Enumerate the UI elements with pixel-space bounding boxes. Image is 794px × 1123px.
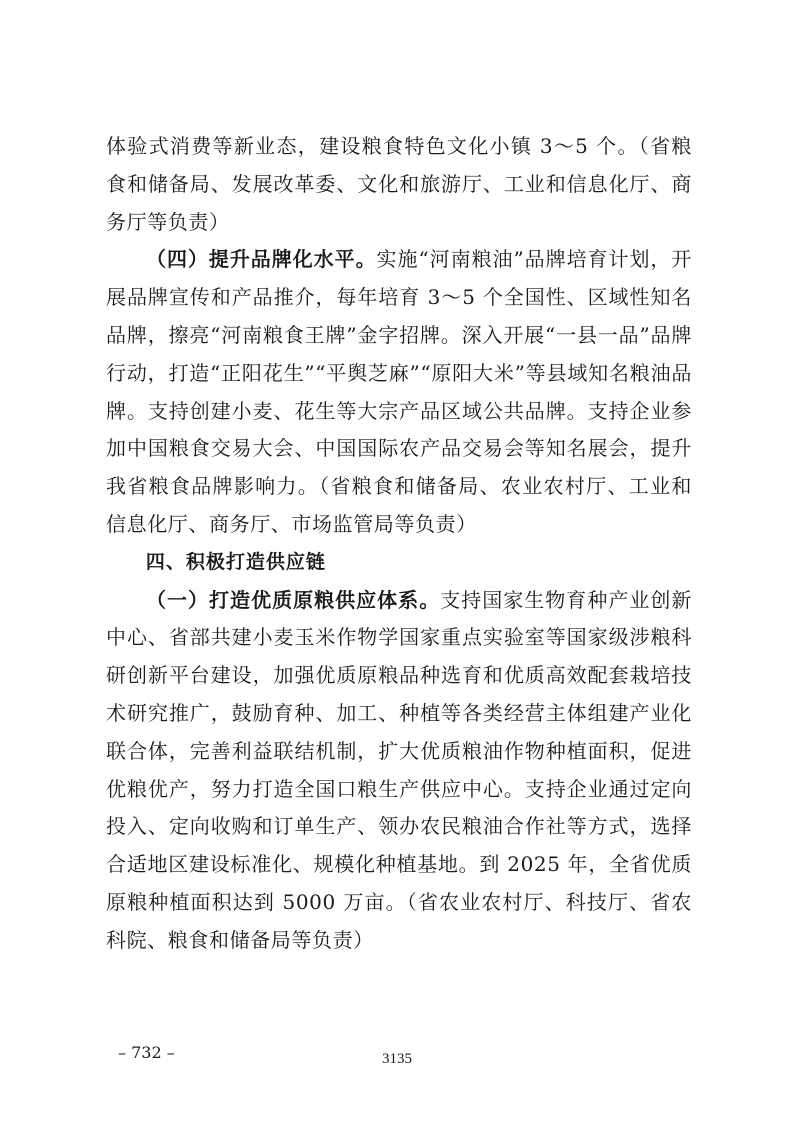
paragraph-brand (106, 241, 692, 543)
paragraph-lead: （四）提升品牌化水平。 (146, 247, 377, 272)
page-number: – 732 – (118, 1043, 175, 1062)
paragraph-continuation (106, 128, 692, 241)
paragraph-supply (106, 582, 692, 960)
paragraph-text: 体验式消费等新业态，建设粮食特色文化小镇 3～5 个。（省粮食和储备局、发展改革委、文化和旅游厅、工业和信息化厅、商务厅等负责） (106, 134, 692, 234)
body-text (106, 128, 692, 960)
document-number: 3135 (382, 1051, 412, 1067)
paragraph-lead: （一）打造优质原粮供应体系。 (146, 587, 441, 612)
paragraph-text: 支持国家生物育种产业创新中心、省部共建小麦玉米作物学国家重点实验室等国家级涉粮科研创新平台建设，加强优质原粮品种选育和优质高效配套栽培技术研究推广，鼓励育种、加工、种植等各类经营主体组建产业化联合体，完善利益联结机制，扩大优质粮油作物种植面积，促进优粮优产，努力打造全国口粮生产供应中心。支持企业通过定向投入、定向收购和订单生产、领办农民粮油合作社等方式，选择合适地区建设标准化、规模化种植基地。到 2025 年，全省优质原粮种植面积达到 5000 万亩。（省农业农村厅、科技厅、省农科院、粮食和储备局等负责） (106, 587, 692, 952)
paragraph-text: 实施“河南粮油”品牌培育计划，开展品牌宣传和产品推介，每年培育 3～5 个全国性、区域性知名品牌，擦亮“河南粮食王牌”金字招牌。深入开展“一县一品”品牌行动，打造“正阳花生”“平舆芝麻”“原阳大米”等县域知名粮油品牌。支持创建小麦、花生等大宗产品区域公共品牌。支持企业参加中国粮食交易大会、中国国际农产品交易会等知名展会，提升我省粮食品牌影响力。（省粮食和储备局、农业农村厅、工业和信息化厅、商务厅、市场监管局等负责） (106, 247, 692, 536)
section-heading: 四、积极打造供应链 (145, 550, 326, 573)
